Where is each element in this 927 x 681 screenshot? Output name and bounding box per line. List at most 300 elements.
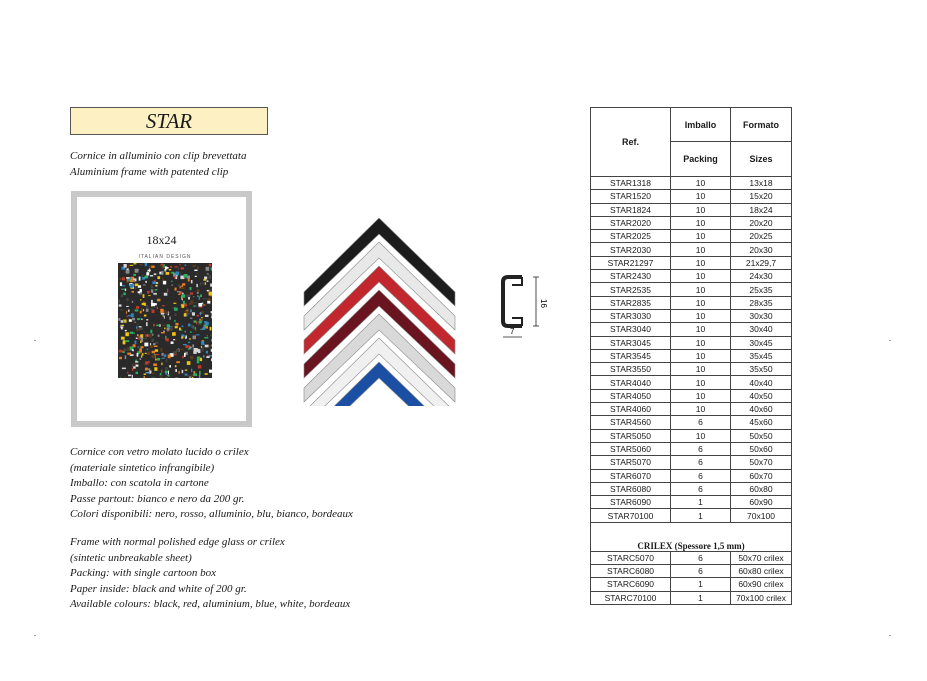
confetti-speck — [184, 353, 186, 357]
confetti-speck — [128, 265, 130, 268]
confetti-speck — [178, 294, 180, 295]
confetti-speck — [189, 376, 192, 378]
confetti-speck — [130, 265, 133, 266]
confetti-speck — [126, 270, 130, 274]
cell-size: 70x100 crilex — [731, 591, 792, 604]
cell-ref: STAR2535 — [591, 283, 671, 296]
confetti-speck — [119, 349, 121, 350]
confetti-speck — [204, 337, 208, 338]
confetti-speck — [166, 338, 169, 341]
confetti-speck — [126, 316, 128, 317]
confetti-speck — [175, 302, 176, 303]
cell-ref: STAR5060 — [591, 442, 671, 455]
confetti-speck — [152, 351, 155, 354]
confetti-speck — [199, 375, 200, 378]
confetti-speck — [153, 363, 157, 366]
confetti-speck — [181, 291, 183, 294]
confetti-speck — [182, 299, 183, 301]
confetti-speck — [193, 265, 196, 267]
page-mark — [889, 340, 891, 341]
confetti-speck — [151, 286, 153, 289]
confetti-speck — [175, 365, 177, 367]
cell-packing: 10 — [671, 230, 731, 243]
confetti-speck — [141, 356, 142, 358]
confetti-speck — [199, 296, 200, 300]
cell-ref: STAR6090 — [591, 496, 671, 509]
cell-ref: STAR4040 — [591, 376, 671, 389]
confetti-speck — [194, 302, 197, 303]
description-it-line: Cornice con vetro molato lucido o crilex — [70, 446, 249, 458]
cell-packing: 6 — [671, 456, 731, 469]
cell-ref: STAR1520 — [591, 190, 671, 203]
confetti-speck — [196, 284, 198, 287]
confetti-speck — [161, 264, 164, 266]
confetti-speck — [140, 299, 141, 300]
cell-ref: STAR6070 — [591, 469, 671, 482]
confetti-speck — [132, 375, 133, 378]
confetti-speck — [125, 289, 127, 292]
confetti-speck — [143, 285, 146, 286]
crilex-section-title: CRILEX (Spessore 1,5 mm) — [591, 522, 792, 551]
confetti-speck — [210, 284, 212, 287]
confetti-speck — [132, 291, 135, 293]
cell-packing: 10 — [671, 216, 731, 229]
description-en-line: (sintetic unbreakable sheet) — [70, 551, 192, 564]
confetti-speck — [149, 369, 150, 371]
cell-ref: STAR2430 — [591, 270, 671, 283]
confetti-speck — [136, 372, 139, 374]
confetti-speck — [162, 325, 165, 326]
cell-packing: 10 — [671, 270, 731, 283]
cell-size: 24x30 — [731, 270, 792, 283]
confetti-speck — [211, 267, 212, 270]
confetti-speck — [211, 358, 212, 361]
confetti-speck — [160, 348, 162, 352]
cell-packing: 10 — [671, 349, 731, 362]
confetti-speck — [210, 327, 212, 331]
confetti-speck — [153, 343, 155, 345]
confetti-speck — [135, 309, 139, 311]
table-row — [591, 190, 792, 203]
confetti-speck — [181, 267, 184, 269]
sizes-table — [590, 107, 792, 605]
confetti-speck — [203, 355, 204, 357]
table-row — [591, 403, 792, 416]
table-row — [591, 565, 792, 578]
confetti-speck — [128, 318, 130, 319]
confetti-speck — [197, 292, 199, 294]
cell-ref: STAR6080 — [591, 482, 671, 495]
confetti-speck — [207, 280, 209, 282]
confetti-speck — [151, 370, 152, 371]
cell-packing: 10 — [671, 296, 731, 309]
confetti-speck — [132, 368, 133, 371]
cell-size: 50x70 crilex — [731, 551, 792, 564]
confetti-speck — [190, 309, 192, 312]
confetti-speck — [204, 321, 207, 323]
confetti-speck — [165, 373, 167, 375]
cell-packing: 10 — [671, 283, 731, 296]
confetti-speck — [118, 318, 120, 321]
frame-size-label: 18x24 — [146, 233, 177, 247]
table-row — [591, 591, 792, 604]
confetti-speck — [175, 339, 176, 341]
cell-packing: 1 — [671, 509, 731, 522]
confetti-speck — [183, 301, 185, 305]
table-row — [591, 177, 792, 190]
confetti-speck — [153, 306, 156, 307]
confetti-speck — [191, 369, 192, 372]
confetti-speck — [122, 285, 126, 286]
confetti-speck — [175, 288, 177, 291]
confetti-speck — [131, 313, 134, 317]
confetti-speck — [158, 282, 159, 284]
confetti-speck — [196, 321, 197, 325]
subtitle-en: Aluminium frame with patented clip — [70, 166, 229, 178]
cell-size: 21x29,7 — [731, 256, 792, 269]
confetti-speck — [154, 273, 157, 275]
frame-profile-colors-image — [302, 214, 457, 406]
confetti-speck — [139, 349, 142, 353]
cell-ref: STAR2835 — [591, 296, 671, 309]
confetti-speck — [192, 312, 195, 315]
confetti-speck — [154, 346, 158, 348]
confetti-speck — [170, 266, 172, 268]
confetti-speck — [126, 298, 128, 301]
description-italian — [70, 445, 353, 523]
confetti-speck — [139, 277, 141, 281]
cell-packing: 10 — [671, 203, 731, 216]
confetti-speck — [195, 327, 196, 330]
cell-packing: 10 — [671, 243, 731, 256]
cell-size: 50x50 — [731, 429, 792, 442]
poster-confetti-art — [118, 263, 212, 378]
confetti-speck — [141, 319, 142, 320]
cell-packing: 10 — [671, 363, 731, 376]
confetti-speck — [146, 322, 147, 326]
confetti-speck — [198, 303, 202, 307]
confetti-speck — [135, 269, 139, 270]
confetti-speck — [128, 375, 131, 377]
confetti-speck — [121, 320, 123, 323]
confetti-speck — [160, 265, 161, 267]
confetti-speck — [165, 367, 168, 369]
confetti-speck — [143, 302, 144, 304]
cell-size: 25x35 — [731, 283, 792, 296]
confetti-speck — [175, 277, 177, 279]
confetti-speck — [190, 300, 193, 304]
confetti-speck — [127, 348, 130, 351]
confetti-speck — [187, 375, 189, 376]
confetti-speck — [146, 319, 148, 320]
confetti-speck — [132, 301, 133, 303]
confetti-speck — [133, 274, 136, 276]
confetti-speck — [153, 293, 157, 295]
confetti-speck — [139, 293, 142, 294]
confetti-speck — [152, 355, 156, 358]
confetti-speck — [176, 361, 180, 363]
cell-size: 50x70 — [731, 456, 792, 469]
confetti-speck — [122, 368, 126, 370]
confetti-speck — [165, 371, 168, 373]
confetti-speck — [132, 280, 134, 281]
confetti-speck — [176, 272, 180, 276]
cell-ref: STARC5070 — [591, 551, 671, 564]
confetti-speck — [136, 326, 137, 329]
confetti-speck — [162, 278, 163, 281]
confetti-speck — [206, 351, 208, 354]
cell-size: 30x45 — [731, 336, 792, 349]
confetti-speck — [188, 297, 190, 300]
confetti-speck — [145, 368, 148, 371]
confetti-speck — [185, 311, 188, 313]
cell-size: 60x80 — [731, 482, 792, 495]
confetti-speck — [200, 329, 203, 330]
confetti-speck — [194, 306, 196, 307]
cell-packing: 10 — [671, 190, 731, 203]
confetti-speck — [207, 335, 208, 336]
confetti-speck — [166, 359, 168, 363]
cell-size: 35x45 — [731, 349, 792, 362]
cell-size: 20x20 — [731, 216, 792, 229]
confetti-speck — [155, 359, 157, 361]
confetti-speck — [146, 309, 149, 312]
confetti-speck — [142, 303, 145, 305]
confetti-speck — [168, 375, 169, 377]
confetti-speck — [152, 282, 156, 285]
confetti-speck — [123, 293, 126, 296]
confetti-speck — [209, 275, 212, 279]
confetti-speck — [172, 284, 173, 286]
confetti-speck — [168, 354, 171, 358]
table-row — [591, 296, 792, 309]
confetti-speck — [201, 341, 204, 345]
confetti-speck — [211, 344, 212, 346]
cell-packing: 10 — [671, 429, 731, 442]
confetti-speck — [124, 264, 127, 268]
confetti-speck — [163, 315, 164, 317]
confetti-speck — [175, 266, 178, 267]
table-row — [591, 456, 792, 469]
confetti-speck — [139, 326, 142, 327]
confetti-speck — [144, 276, 148, 279]
table-row — [591, 442, 792, 455]
cell-packing: 1 — [671, 578, 731, 591]
confetti-speck — [189, 338, 190, 340]
confetti-speck — [149, 266, 151, 268]
height-dimension-label: 16 — [539, 299, 548, 308]
confetti-speck — [154, 367, 157, 371]
confetti-speck — [150, 275, 153, 277]
confetti-speck — [185, 374, 188, 376]
confetti-speck — [190, 331, 191, 333]
cell-packing: 10 — [671, 256, 731, 269]
confetti-speck — [157, 358, 160, 361]
confetti-speck — [144, 343, 148, 347]
confetti-speck — [174, 314, 176, 317]
confetti-speck — [140, 359, 142, 360]
confetti-speck — [139, 328, 143, 331]
description-en-line: Packing: with single cartoon box — [70, 567, 217, 579]
cell-size: 60x90 — [731, 496, 792, 509]
confetti-speck — [189, 346, 191, 349]
confetti-speck — [125, 330, 127, 331]
confetti-speck — [150, 330, 152, 334]
confetti-speck — [147, 349, 149, 350]
confetti-speck — [200, 282, 201, 286]
confetti-speck — [163, 281, 166, 285]
header-imballo: Imballo — [671, 108, 731, 142]
header-formato: Formato — [731, 108, 792, 142]
confetti-speck — [137, 353, 139, 357]
confetti-speck — [176, 349, 179, 352]
cell-size: 18x24 — [731, 203, 792, 216]
confetti-speck — [151, 289, 153, 292]
cell-ref: STAR4560 — [591, 416, 671, 429]
confetti-speck — [130, 284, 134, 288]
confetti-speck — [209, 264, 211, 267]
confetti-speck — [188, 342, 190, 343]
cell-size: 60x70 — [731, 469, 792, 482]
confetti-speck — [192, 377, 193, 378]
confetti-speck — [168, 371, 169, 375]
confetti-speck — [141, 346, 144, 348]
confetti-speck — [157, 276, 160, 279]
table-row — [591, 376, 792, 389]
confetti-speck — [132, 364, 133, 367]
confetti-speck — [163, 264, 165, 268]
table-row — [591, 578, 792, 591]
description-it-line: Imballo: con scatola in cartone — [70, 477, 209, 489]
confetti-speck — [211, 311, 212, 313]
confetti-speck — [164, 355, 166, 357]
confetti-speck — [156, 325, 160, 327]
cell-ref: STAR3045 — [591, 336, 671, 349]
cell-packing: 10 — [671, 376, 731, 389]
confetti-speck — [190, 287, 192, 290]
confetti-speck — [135, 361, 138, 363]
confetti-speck — [180, 264, 181, 266]
confetti-speck — [193, 296, 194, 297]
confetti-speck — [206, 267, 210, 271]
confetti-speck — [129, 319, 132, 322]
confetti-speck — [202, 348, 204, 352]
confetti-speck — [193, 348, 194, 351]
confetti-speck — [207, 298, 211, 301]
confetti-speck — [119, 278, 121, 281]
cell-ref: STAR3030 — [591, 309, 671, 322]
confetti-speck — [132, 320, 134, 322]
confetti-speck — [183, 344, 187, 345]
confetti-speck — [150, 345, 153, 348]
confetti-speck — [148, 361, 150, 363]
confetti-speck — [160, 377, 162, 378]
confetti-speck — [125, 355, 127, 359]
confetti-speck — [195, 276, 197, 277]
confetti-speck — [203, 298, 206, 299]
confetti-speck — [161, 313, 164, 315]
cell-ref: STAR1824 — [591, 203, 671, 216]
frame-mat — [77, 197, 246, 421]
table-row — [591, 309, 792, 322]
confetti-speck — [134, 322, 136, 323]
cell-size: 60x80 crilex — [731, 565, 792, 578]
confetti-speck — [145, 361, 149, 364]
description-english — [70, 535, 350, 613]
confetti-speck — [199, 319, 201, 320]
confetti-speck — [196, 334, 200, 335]
cell-packing: 6 — [671, 482, 731, 495]
confetti-speck — [136, 329, 139, 331]
cell-size: 35x50 — [731, 363, 792, 376]
confetti-speck — [146, 305, 148, 308]
confetti-speck — [144, 331, 145, 333]
cell-size: 40x60 — [731, 403, 792, 416]
cell-ref: STAR5070 — [591, 456, 671, 469]
confetti-speck — [144, 376, 146, 378]
confetti-speck — [191, 325, 193, 328]
confetti-speck — [136, 365, 139, 367]
page-mark — [34, 340, 36, 341]
cell-ref: STAR21297 — [591, 256, 671, 269]
description-en-line: Available colours: black, red, aluminium, blue, white, bordeaux — [70, 598, 351, 610]
crilex-section-row — [591, 522, 792, 551]
table-row — [591, 243, 792, 256]
cell-packing: 6 — [671, 416, 731, 429]
confetti-speck — [181, 287, 185, 289]
confetti-speck — [138, 336, 140, 340]
cell-packing: 10 — [671, 403, 731, 416]
confetti-speck — [201, 283, 205, 285]
confetti-speck — [184, 313, 186, 316]
confetti-speck — [197, 295, 198, 297]
cell-packing: 10 — [671, 389, 731, 402]
confetti-speck — [194, 270, 197, 271]
confetti-speck — [208, 345, 210, 347]
confetti-speck — [155, 303, 157, 305]
cell-packing: 6 — [671, 469, 731, 482]
confetti-speck — [148, 334, 152, 338]
cell-packing: 10 — [671, 336, 731, 349]
confetti-speck — [169, 365, 171, 367]
confetti-speck — [197, 266, 199, 269]
confetti-speck — [152, 377, 155, 378]
confetti-speck — [162, 305, 164, 306]
confetti-speck — [121, 327, 122, 330]
confetti-speck — [161, 332, 165, 333]
cell-packing: 1 — [671, 591, 731, 604]
description-en-line: Frame with normal polished edge glass or crilex — [70, 536, 285, 548]
confetti-speck — [197, 315, 199, 317]
confetti-speck — [120, 309, 123, 310]
confetti-speck — [144, 315, 147, 317]
confetti-speck — [162, 353, 164, 356]
confetti-speck — [127, 353, 131, 355]
confetti-speck — [175, 326, 178, 328]
confetti-speck — [206, 356, 209, 358]
poster-header-text: ITALIAN DESIGN — [118, 252, 212, 263]
clip-profile-diagram — [500, 273, 550, 343]
confetti-speck — [205, 323, 206, 326]
confetti-speck — [145, 281, 146, 283]
confetti-speck — [128, 315, 131, 316]
confetti-speck — [118, 299, 120, 303]
confetti-speck — [186, 295, 190, 297]
confetti-speck — [188, 324, 191, 327]
confetti-speck — [164, 316, 165, 319]
table-row — [591, 551, 792, 564]
table-row — [591, 336, 792, 349]
